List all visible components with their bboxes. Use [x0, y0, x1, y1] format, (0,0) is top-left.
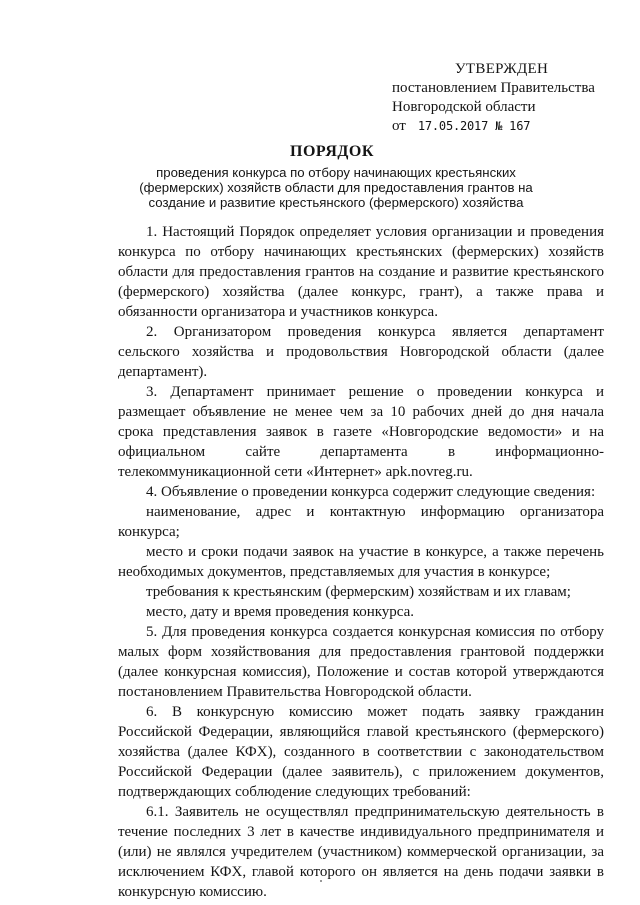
paragraph-5: 5. Для проведения конкурса создается конкурсная комиссия по отбору малых форм хозяйствования для предоставления грантовой поддержки (далее конкурсная комиссия), Положение и состав которой утверждаются постановлением Правительства Новгородской области. — [118, 624, 604, 700]
approval-date-line — [392, 117, 632, 136]
paragraph-4-item-place: место и сроки подачи заявок на участие в конкурсе, а также перечень необходимых документов, представляемых для участия в конкурсе; — [118, 544, 604, 580]
paragraph-4-item-organizer: наименование, адрес и контактную информацию организатора конкурса; — [118, 504, 604, 540]
approval-line-region: Новгородской области — [392, 99, 536, 115]
paragraph-2: 2. Организатором проведения конкурса является департамент сельского хозяйства и продовольствия Новгородской области (далее департамент). — [118, 324, 604, 380]
paragraph-3: 3. Департамент принимает решение о проведении конкурса и размещает объявление не менее чем за 10 рабочих дней до дня начала срока представления заявок в газете «Новгородские ведомости» и на официальном сайте департамента в информационно-телекоммуникационной сети «Интернет» apk.novreg.ru. — [118, 384, 604, 480]
approval-status: УТВЕРЖДЕН — [455, 61, 549, 77]
paragraph-4-item-date: место, дату и время проведения конкурса. — [146, 604, 415, 620]
approval-line-government: постановлением Правительства — [392, 80, 595, 96]
approval-date-prefix: от — [392, 118, 406, 134]
scan-speck — [320, 880, 322, 882]
approval-stamp — [392, 60, 632, 136]
approval-date-value: 17.05.2017 № 167 — [417, 119, 531, 133]
paragraph-4-item-requirements: требования к крестьянским (фермерским) хозяйствам и их главам; — [146, 584, 571, 600]
document-body — [118, 222, 604, 902]
paragraph-4: 4. Объявление о проведении конкурса содержит следующие сведения: — [146, 484, 596, 500]
paragraph-6-1: 6.1. Заявитель не осуществлял предпринимательскую деятельность в течение последних 3 лет в качестве индивидуального предпринимателя и (или) не являлся учредителем (участником) коммерческой организации, за исключением КФХ, главой которого он является на день подачи заявки в конкурсную комиссию. — [118, 804, 604, 900]
paragraph-1: 1. Настоящий Порядок определяет условия организации и проведения конкурса по отбору начинающих крестьянских (фермерских) хозяйств области для предоставления грантов на создание и развитие крестьянского (фермерского) хозяйства (далее конкурс, грант), а также права и обязанности организатора и участников конкурса. — [118, 224, 604, 320]
document-subtitle: проведения конкурса по отбору начинающих крестьянских (фермерских) хозяйств области для предоставления грантов на создание и развитие крестьянского (фермерского) хозяйства — [139, 165, 533, 210]
paragraph-6: 6. В конкурсную комиссию может подать заявку гражданин Российской Федерации, являющийся главой крестьянского (фермерского) хозяйства (далее КФХ), созданного в соответствии с законодательством Российской Федерации (далее заявитель), с приложением документов, подтверждающих соблюдение следующих требований: — [118, 704, 604, 800]
document-title: ПОРЯДОК — [290, 143, 374, 160]
